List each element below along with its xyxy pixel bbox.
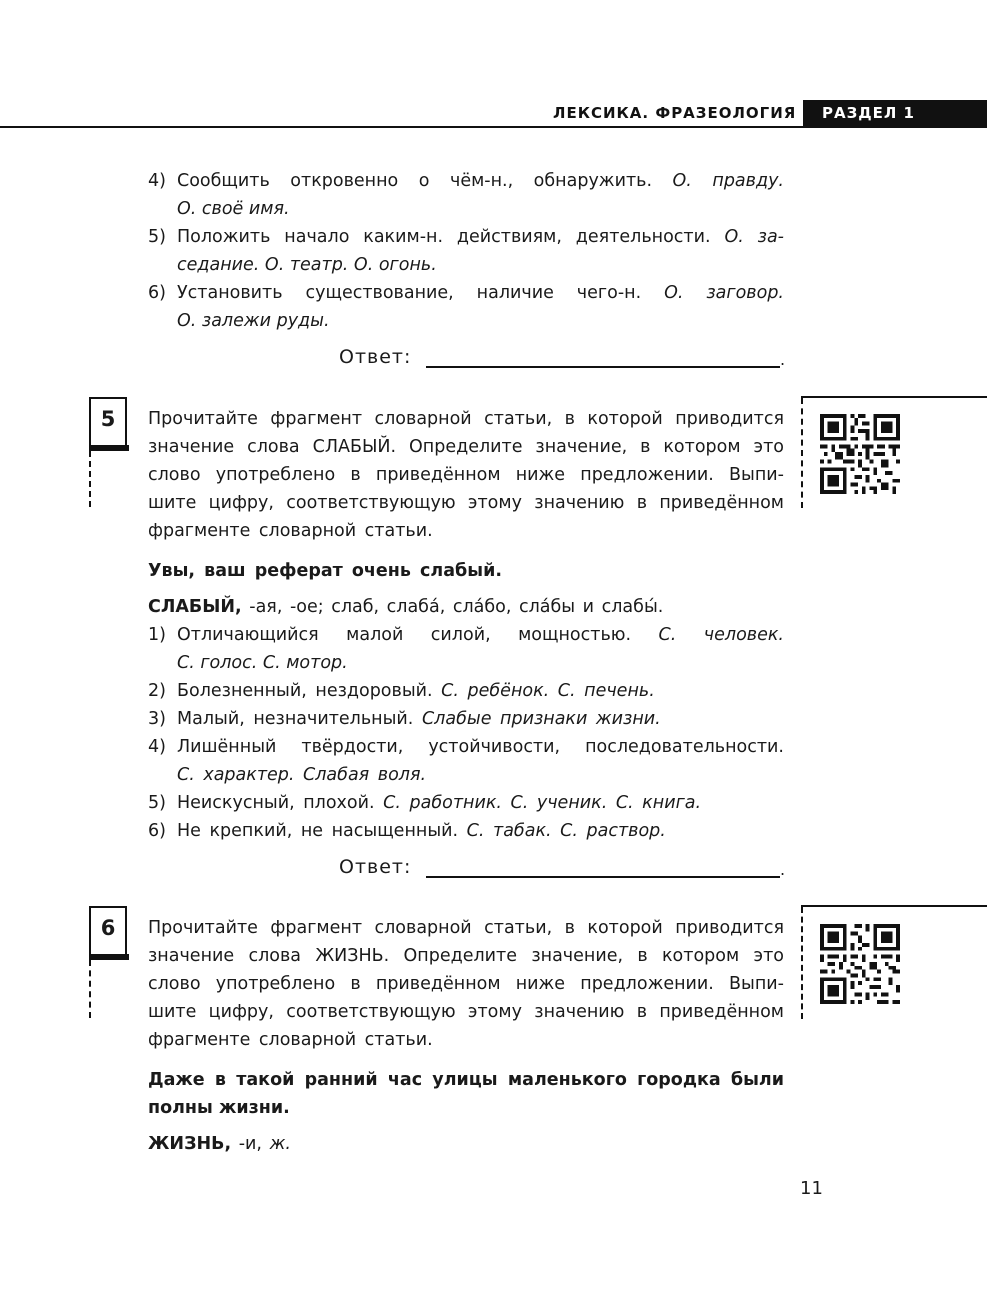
answer-field[interactable] (426, 876, 780, 878)
task-frame-left (89, 960, 91, 1018)
header-rule (0, 126, 987, 128)
answer-label: Ответ: (339, 346, 412, 368)
qr-frame-top (801, 396, 987, 398)
qr-frame-left (801, 907, 803, 1019)
section-title: ЛЕКСИКА. ФРАЗЕОЛОГИЯ (553, 104, 797, 122)
qr-code-icon[interactable] (820, 414, 900, 494)
task-sentence: Увы, ваш реферат очень слабый. (148, 561, 503, 581)
dictionary-headword: СЛАБЫЙ, -ая, -ое; слаб, слабá, слáбо, слáбы и слабы́. (148, 597, 664, 617)
task-sentence: Даже в такой ранний час улицы маленького городка были (148, 1070, 784, 1090)
page-number: 11 (800, 1178, 823, 1199)
task-number-box (89, 906, 127, 956)
answer-field[interactable] (426, 366, 780, 368)
part-label: РАЗДЕЛ 1 (822, 104, 915, 122)
task-number: 6 (100, 916, 116, 940)
task-frame-left (89, 451, 91, 507)
answer-label: Ответ: (339, 856, 412, 878)
task-number-box (89, 397, 127, 447)
qr-code-icon[interactable] (820, 924, 900, 1004)
qr-frame-left (801, 398, 803, 508)
task-number: 5 (100, 407, 116, 431)
task-sentence-cont: полны жизни. (148, 1098, 290, 1118)
dictionary-headword: ЖИЗНЬ, -и, ж. (148, 1134, 291, 1154)
qr-frame-top (801, 905, 987, 907)
